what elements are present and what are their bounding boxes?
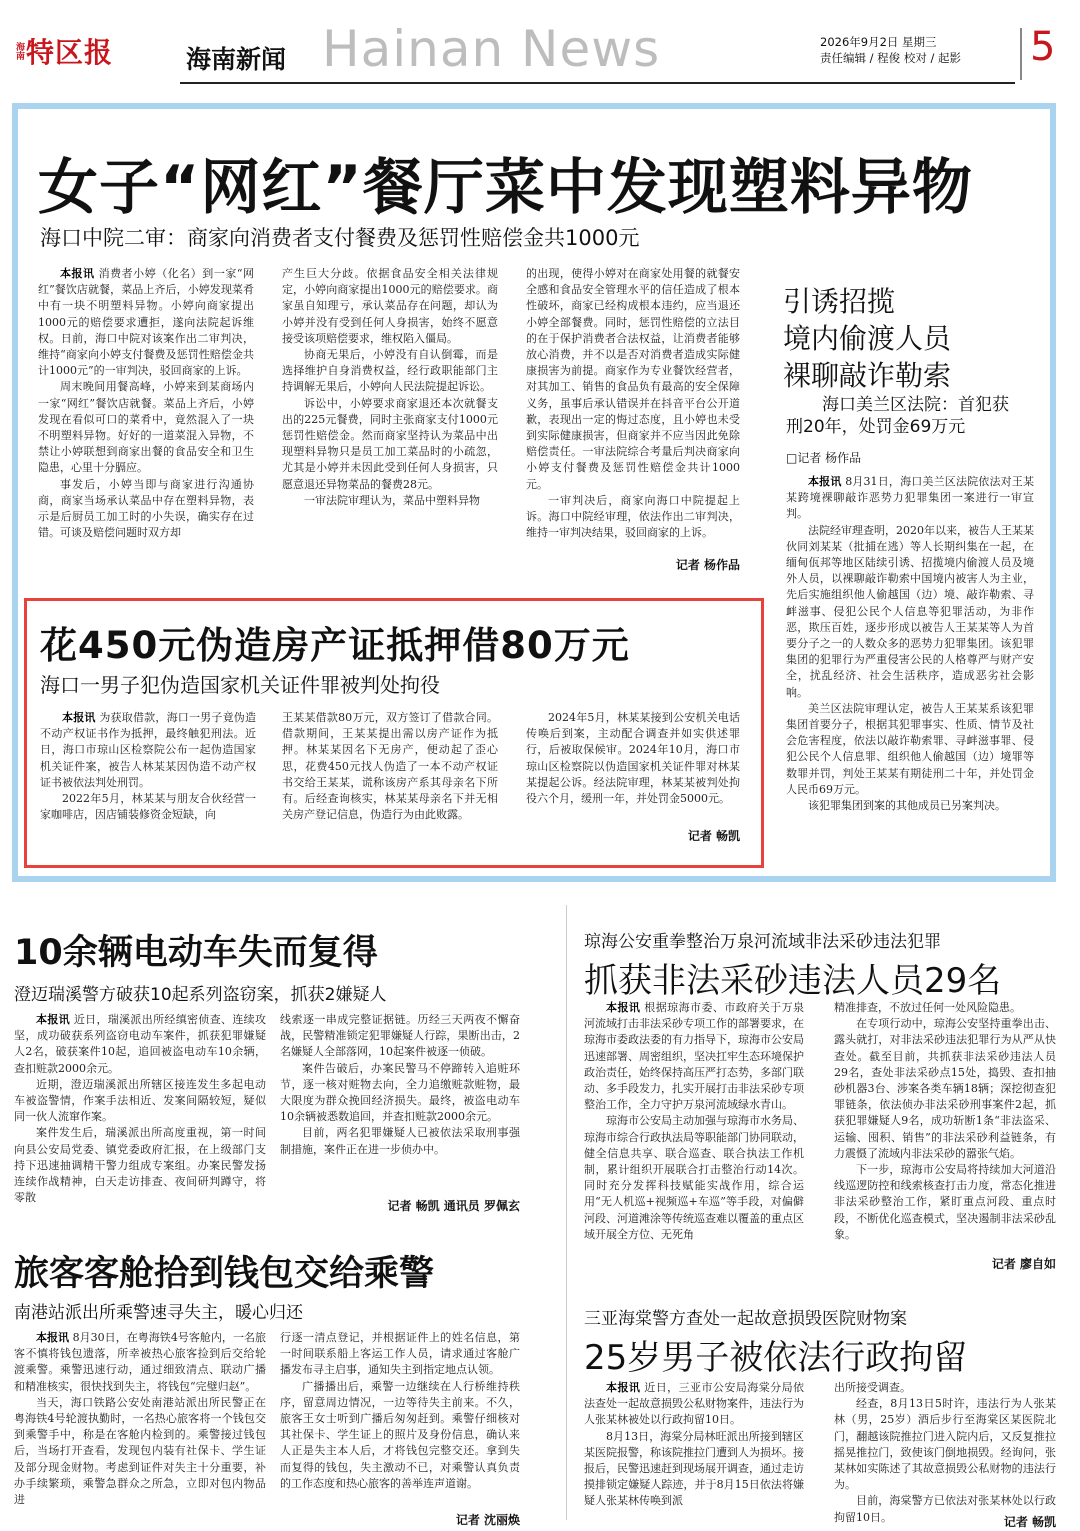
- story1-paragraph: 一审法院审理认为，菜品中塑料异物: [304, 493, 480, 507]
- story5-paragraph: 当天，海口铁路公安处南港站派出所民警正在粤海铁4号轮渡执勤时，一名热心旅客将一个钱包交到乘警手中，称是在客舱内检到的。乘警接过钱包后，当场打开查看，发现包内装有社保卡、学生证及部分现金财物。考虑到证件对失主十分重要，补办手续繁琐，乘警急群众之所急，立即对包内物品进: [14, 1395, 266, 1507]
- story6-paragraph: 精准排查，不放过任何一处风险隐患。: [834, 1001, 1021, 1014]
- story1-paragraph: 的出现，使得小婷对在商家处用餐的就餐安全感和食品安全管理水平的信任造成了根本性破坏，商家已经构成根本违约，应当退还小婷全部餐费。同时，惩罚性赔偿的立法目的在于保护消费者合法权益，让消费者能够放心消费，并不以是否对消费者造成实际健康损害为前提。商家作为专业餐饮经营者，对其加工、销售的食品负有最高的安全保障义务，虽事后承认错误并在抖音平台公开道歉，表现出一定的悔过态度，且小婷也未受到实际健康损害，但商家并不应当因此免除赔偿责任。一审法院综合考量后判决商家向小婷支付餐费及惩罚性赔偿金共计1000元。: [526, 267, 740, 491]
- story3-paragraph: 2024年5月，林某某接到公安机关电话传唤后到案，主动配合调查并如实供述罪行，后被取保候审。2024年10月，海口市琼山区检察院以伪造国家机关证件罪对林某某提起公诉。经法院审理，林某某被判处拘役六个月，缓刑一年，并处罚金5000元。: [526, 711, 740, 806]
- story5-paragraph: 本报讯 8月30日，在粤海铁4号客舱内，一名旅客不慎将钱包遗落，所幸被热心旅客捡到后交给轮渡乘警。乘警迅速行动，通过细致清点、联动广播和精准核实，很快找到失主，将钱包“完璧归赵”。: [14, 1331, 267, 1393]
- story4-paragraph: 目前，两名犯罪嫌疑人已被依法采取刑事强制措施，案件正在进一步侦办中。: [280, 1126, 520, 1156]
- story4-paragraph: 案件发生后，瑞溪派出所高度重视，第一时间向县公安局党委、镇党委政府汇报，在上级部门支持下迅速抽调精干警力组成专案组。办案民警发扬连续作战精神，白天走访排查、夜间研判蹲守，将零散: [14, 1126, 266, 1205]
- story1-paragraph: 协商无果后，小婷没有自认倒霉，而是选择维护自身消费权益，经行政职能部门主持调解无果后，小婷向人民法院提起诉讼。: [282, 348, 498, 394]
- story4-column-1: [14, 1012, 266, 1206]
- story2-author: □记者 杨作品: [786, 451, 862, 465]
- logo-text: 特区报: [26, 36, 114, 69]
- story3-headline: 花450元伪造房产证抵押借80万元: [40, 624, 630, 667]
- story7-byline: 记者 畅凯: [1003, 1515, 1056, 1529]
- story2-headline: 引诱招揽 境内偷渡人员 裸聊敲诈勒索: [783, 285, 952, 392]
- story4-column-2: [280, 1012, 520, 1158]
- editor-credits: 责任编辑 / 程俊 校对 / 起影: [820, 51, 962, 65]
- story7-paragraph: 8月13日，海棠分局林旺派出所接到辖区某医院报警，称该院推拉门遭到人为损坏。接报后，民警迅速赶到现场展开调查，通过走访摸排锁定嫌疑人踪迹，并于8月15日依法将嫌疑人张某林传唤到派: [584, 1429, 804, 1508]
- story1-paragraph: 事发后，小婷当即与商家进行沟通协商，商家当场承认菜品中存在塑料异物，表示是后厨员工加工时的小失误，确实存在过错。可谈及赔偿问题时双方却: [38, 477, 254, 540]
- story1-subhead: 海口中院二审：商家向消费者支付餐费及惩罚性赔偿金共1000元: [40, 226, 640, 250]
- issue-date: 2026年9月2日 星期三: [820, 35, 937, 49]
- story1-paragraph: 诉讼中，小婷要求商家退还本次就餐支出的225元餐费，同时主张商家支付1000元惩罚性赔偿金。然而商家坚持认为菜品中出现塑料异物只是员工加工菜品时的小疏忽，尤其是小婷并未因此受到任何人身损害，只愿意退还异物菜品的餐费28元。: [282, 396, 498, 491]
- page-header: [0, 0, 1080, 90]
- story6-paragraph: 本报讯 根据琼海市委、市政府关于万泉河流域打击非法采砂专项工作的部署要求，在琼海市委政法委的有力指导下，琼海市公安局迅速部署、周密组织，坚决扛牢生态环境保护政治责任，始终保持高压严打态势，多部门联动、多手段发力，扎实开展打击非法采砂专项整治工作，全力守护万泉河流域绿水青山。: [584, 1001, 805, 1112]
- story3-paragraph: 王某某借款80万元，双方签订了借款合同。借款期间，王某某提出需以房产证作为抵押。林某某因名下无房产，便动起了歪心思，花费450元找人伪造了一本不动产权证书交给王某某，谎称该房产系其母亲名下所有。后经查询核实，林某某母亲名下并无相关房产登记信息，伪造行为由此败露。: [282, 711, 498, 822]
- column-divider: [566, 905, 567, 1520]
- story7-kicker: 三亚海棠警方查处一起故意损毁医院财物案: [584, 1309, 907, 1329]
- story2-body: [786, 474, 1034, 814]
- story3-paragraph: 本报讯 为获取借款，海口一男子竟伪造不动产权证书作为抵押，最终触犯刑法。近日，海口市琼山区检察院公布一起伪造国家机关证件案，被告人林某某因伪造不动产权证书被依法判处刑罚。: [40, 711, 257, 789]
- story4-subhead: 澄迈瑞溪警方破获10起系列盗窃案，抓获2嫌疑人: [14, 985, 387, 1005]
- story6-kicker: 琼海公安重拳整治万泉河流域非法采砂违法犯罪: [584, 932, 941, 952]
- story4-paragraph: 近期，澄迈瑞溪派出所辖区接连发生多起电动车被盗警情，作案手法相近、发案间隔较短，疑似同一伙人流窜作案。: [14, 1077, 266, 1124]
- story6-paragraph: 在专项行动中，琼海公安坚持重拳出击、露头就打，对非法采砂违法犯罪行为从严从快查处。截至目前，共抓获非法采砂违法人员29名，查处非法采砂点15处，捣毁、查扣抽砂机器3台、涉案各类车辆18辆；深挖彻查犯罪链条，依法侦办非法采砂刑事案件2起，抓获犯罪嫌疑人9名，成功斩断1条“非法盗采、运输、囤积、销售”的非法采砂利益链条，有力震慑了流域内非法采砂的嚣张气焰。: [834, 1017, 1056, 1160]
- story3-subhead: 海口一男子犯伪造国家机关证件罪被判处拘役: [40, 673, 440, 697]
- story2-subhead: 海口美兰区法院：首犯获 刑20年，处罚金69万元: [786, 395, 1009, 437]
- story7-column-1: [584, 1380, 804, 1510]
- story1-paragraph: 周末晚间用餐高峰，小婷来到某商场内一家“网红”餐饮店就餐。菜品上齐后，小婷发现在看似可口的菜肴中，竟然混入了一块不明塑料异物。好好的一道菜混入异物，不禁让小婷联想到商家出餐的食品安全和卫生隐患，心里十分膈应。: [38, 380, 254, 475]
- newspaper-logo: [14, 34, 164, 68]
- story5-subhead: 南港站派出所乘警速寻失主，暖心归还: [14, 1303, 303, 1323]
- story2-paragraph: 法院经审理查明，2020年以来，被告人王某某伙同刘某某（批捕在逃）等人长期纠集在一起，在缅甸佤邦等地区陆续引诱、招揽境内偷渡人员及境外人员，以裸聊敲诈勒索中国境内被害人为主业，先后实施组织他人偷越国（边）境、敲诈勒索、寻衅滋事、侵犯公民个人信息等犯罪活动，为非作恶，欺压百姓，逐步形成以被告人王某某等人为首要分子之一的人数众多的恶势力犯罪集团。该犯罪集团的犯罪行为严重侵害公民的人格尊严与财产安全，扰乱经济、社会生活秩序，造成恶劣社会影响。: [786, 523, 1034, 699]
- story5-paragraph: 行逐一清点登记，并根据证件上的姓名信息，第一时间联系船上客运工作人员，请求通过客舱广播发布寻主启事，通知失主到指定地点认领。: [280, 1331, 520, 1377]
- story2-paragraph: 美兰区法院审理认定，被告人王某某系该犯罪集团首要分子，根据其犯罪事实、性质、情节及社会危害程度，依法以敲诈勒索罪、寻衅滋事罪、侵犯公民个人信息罪、组织他人偷越国（边）境罪等数罪并罚，判处王某某有期徒刑二十年，并处罚金人民币69万元。: [786, 701, 1034, 796]
- page-number: 5: [1030, 24, 1056, 70]
- story1-column-3: [526, 266, 740, 541]
- story7-paragraph: 经查，8月13日5时许，违法行为人张某林（男，25岁）酒后步行至海棠区某医院北门，翻越该院推拉门进入院内后，又反复推拉摇晃推拉门，致使该门倒地损毁。经询问，张某林如实陈述了其故意损毁公私财物的违法行为。: [834, 1397, 1056, 1492]
- story2-paragraph: 该犯罪集团到案的其他成员已另案判决。: [808, 799, 1006, 813]
- section-english: Hainan News: [322, 20, 661, 78]
- story7-paragraph: 目前，海棠警方已依法对张某林处以行政拘留10日。: [834, 1494, 1056, 1524]
- story4-paragraph: 本报讯 近日，瑞溪派出所经缜密侦查、连续攻坚，成功破获系列盗窃电动车案件，抓获犯罪嫌疑人2名，破获案件10起，追回被盗电动车10余辆，查扣赃款2000余元。: [14, 1013, 267, 1075]
- story3-byline: 记者 畅凯: [687, 829, 740, 843]
- page-number-divider: [1020, 28, 1022, 80]
- story4-byline: 记者 畅凯 通讯员 罗佩玄: [387, 1199, 520, 1213]
- story6-column-2: [834, 1000, 1056, 1243]
- story4-paragraph: 案件告破后，办案民警马不停蹄转入追赃环节，逐一核对赃物去向，全力追缴赃款赃物，最大限度为群众挽回经济损失。最终，被盗电动车10余辆被悉数追回，并查扣赃款2000余元。: [280, 1061, 520, 1124]
- story2-paragraph: 本报讯 8月31日，海口美兰区法院依法对王某某跨境裸聊敲诈恶势力犯罪集团一案进行一审宣判。: [786, 475, 1034, 521]
- story6-column-1: [584, 1000, 804, 1243]
- header-rule: [180, 82, 1015, 84]
- story1-column-1: [38, 266, 254, 541]
- story7-paragraph: 出所接受调查。: [834, 1381, 911, 1394]
- logo-prefix: 海南: [14, 42, 24, 60]
- story5-headline: 旅客客舱拾到钱包交给乘警: [14, 1254, 435, 1294]
- section-name: 海南新闻: [186, 45, 287, 74]
- story1-byline: 记者 杨作品: [675, 558, 740, 572]
- story6-paragraph: 下一步，琼海市公安局将持续加大河道沿线巡逻防控和线索核查打击力度，常态化推进非法采砂整治工作，紧盯重点河段、重点时段，不断优化巡查模式，坚决遏制非法采砂乱象。: [834, 1163, 1056, 1241]
- story3-paragraph: 2022年5月，林某某与朋友合伙经营一家咖啡店，因店铺装修资金短缺，向: [40, 792, 256, 822]
- story3-column-2: [282, 710, 498, 823]
- story4-headline: 10余辆电动车失而复得: [14, 933, 378, 973]
- story1-column-2: [282, 266, 498, 509]
- issue-info: [820, 34, 961, 66]
- story3-column-3: [526, 710, 740, 807]
- story1-headline: 女子“网红”餐厅菜中发现塑料异物: [38, 153, 973, 223]
- story7-column-2: [834, 1380, 1056, 1526]
- story3-column-1: [40, 710, 256, 823]
- story5-byline: 记者 沈丽焕: [455, 1513, 520, 1527]
- story1-paragraph: 产生巨大分歧。依据食品安全相关法律规定，小婷向商家提出1000元的赔偿要求。商家虽自知理亏，承认菜品存在问题，却认为小婷并没有受到任何人身损害，始终不愿意接受该项赔偿要求，维权陷入僵局。: [282, 267, 498, 345]
- story5-paragraph: 广播播出后，乘警一边继续在人行桥维持秩序，留意周边情况，一边等待失主前来。不久，旅客王女士听到广播后匆匆赶到。乘警仔细核对其社保卡、学生证上的照片及身份信息，确认来人正是失主本人后，才将钱包完整交还。拿到失而复得的钱包，失主激动不已，对乘警认真负责的工作态度和热心旅客的善举连声道谢。: [280, 1379, 520, 1490]
- story6-byline: 记者 廖自如: [991, 1257, 1056, 1271]
- story6-paragraph: 琼海市公安局主动加强与琼海市水务局、琼海市综合行政执法局等职能部门协同联动，健全信息共享、联合巡查、联合执法工作机制，累计组织开展联合打击整治行动14次。同时充分发挥科技赋能实战作用，综合运用“无人机巡+视频巡+车巡”等手段，对偏僻河段、河道滩涂等传统巡查难以覆盖的重点区域开展全方位、无死角: [584, 1114, 804, 1241]
- story7-headline: 25岁男子被依法行政拘留: [584, 1338, 968, 1378]
- story1-paragraph: 本报讯 消费者小婷（化名）到一家“网红”餐饮店就餐，菜品上齐后，小婷发现菜肴中有一块不明塑料异物。小婷向商家提出1000元的赔偿要求遭拒，遂向法院起诉维权。日前，海口中院对该案作出二审判决，维持“商家向小婷支付餐费及惩罚性赔偿金共计1000元”的一审判决，驳回商家的上诉。: [38, 267, 255, 378]
- story6-headline: 抓获非法采砂违法人员29名: [584, 961, 1002, 1001]
- story4-paragraph: 线索逐一串成完整证据链。历经三天两夜不懈奋战，民警精准锁定犯罪嫌疑人行踪，果断出击，2名嫌疑人全部落网，10起案件被逐一侦破。: [280, 1013, 520, 1059]
- story5-column-2: [280, 1330, 520, 1492]
- story5-column-1: [14, 1330, 266, 1508]
- story1-paragraph: 一审判决后，商家向海口中院提起上诉。海口中院经审理，依法作出二审判决，维持一审判决结果，驳回商家的上诉。: [526, 493, 740, 540]
- story7-paragraph: 本报讯 近日，三亚市公安局海棠分局依法查处一起故意损毁公私财物案件，违法行为人张某林被处以行政拘留10日。: [584, 1381, 805, 1427]
